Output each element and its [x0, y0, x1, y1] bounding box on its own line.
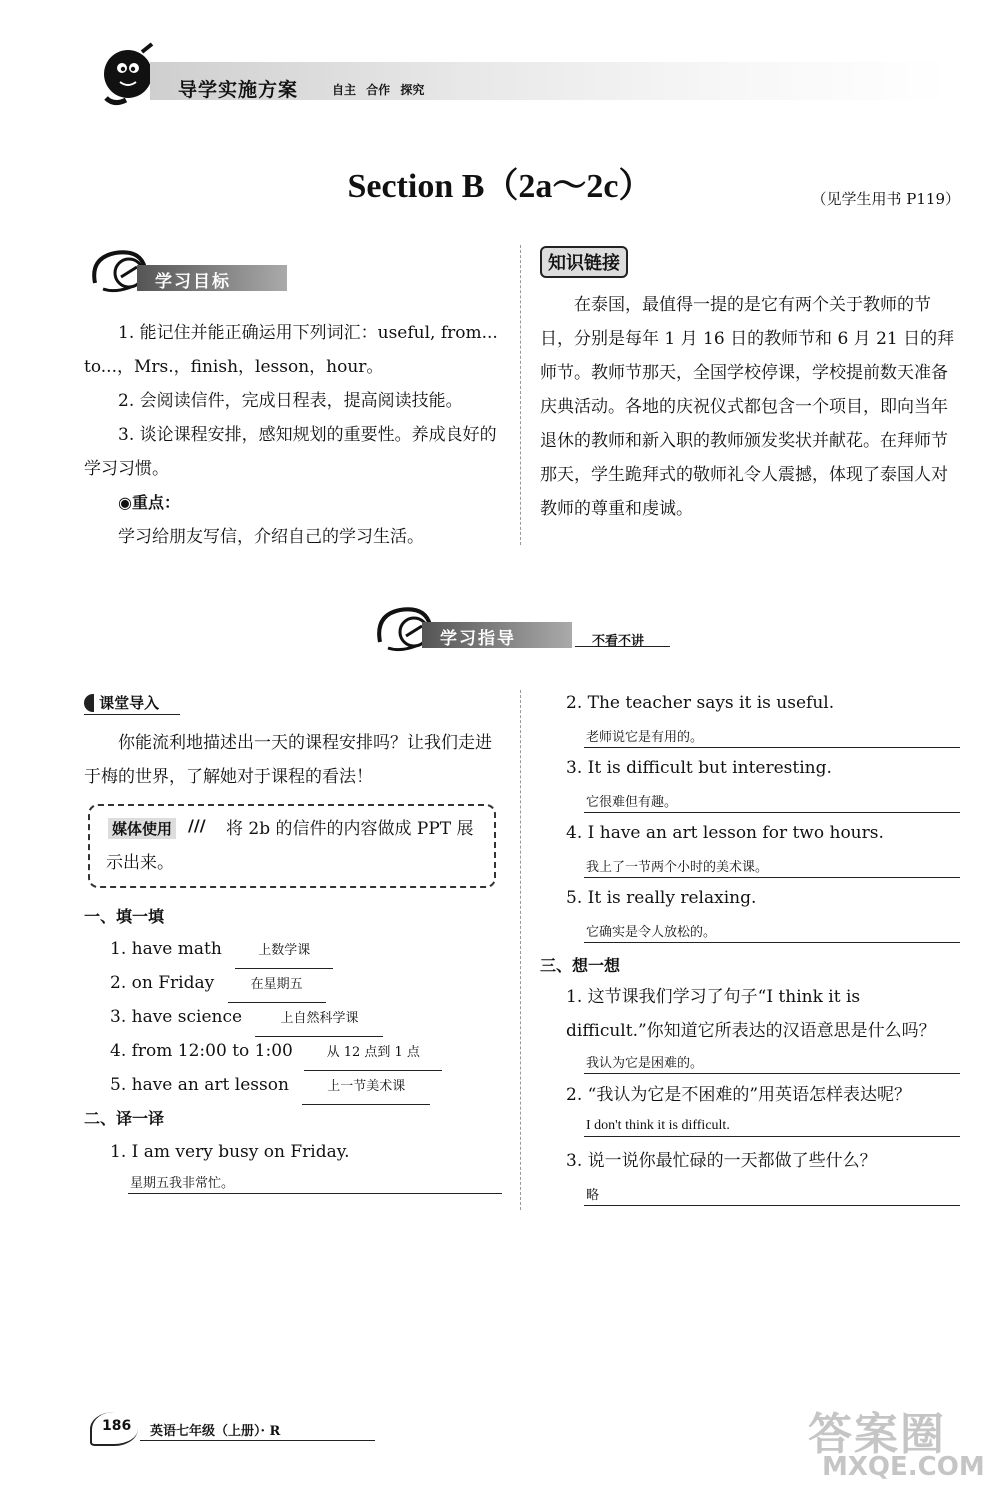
knowledge-text: 在泰国，最值得一提的是它有两个关于教师的节日，分别是每年 1 月 16 日的教师节和 6 月 21 日的拜师节。教师节那天，全国学校停课，学校提前数天准备庆典活动。各地的庆祝仪式都包含一个项目，即向当年退休的教师和新入职的教师颁发奖状并献花。在拜师节那天，学生跪拜式的敬师礼令人震撼，体现了泰国人对教师的尊重和虔诚。 — [540, 295, 955, 519]
think-question-1: 1. 这节课我们学习了句子“I think it is difficult.”你知道它所表达的汉语意思是什么吗？ — [566, 987, 936, 1041]
translate-answer-1: 星期五我非常忙。 — [128, 1172, 502, 1194]
media-label: 媒体使用 — [108, 818, 176, 839]
objective-2: 2. 会阅读信件，完成日程表，提高阅读技能。 — [118, 391, 463, 411]
fill-answer: 从 12 点到 1 点 — [304, 1036, 442, 1071]
fill-question: 1. have math — [110, 939, 222, 959]
page-number-badge — [90, 1412, 138, 1446]
think-answer-3: 略 — [584, 1184, 960, 1206]
footer-book: 英语七年级（上册）· R — [150, 1424, 281, 1439]
fill-answer: 在星期五 — [228, 968, 326, 1003]
translate-question-3: 3. It is difficult but interesting. — [566, 758, 832, 778]
header-title: 导学实施方案 — [178, 79, 299, 101]
knowledge-label — [540, 246, 628, 278]
page-title: Section B（2a～2c） — [347, 168, 653, 205]
translate-question-5: 5. It is really relaxing. — [566, 888, 757, 908]
fill-question: 2. on Friday — [110, 973, 215, 993]
header-subtitle: 自主 合作 探究 — [332, 83, 425, 97]
translate-question-1: 1. I am very busy on Friday. — [110, 1142, 350, 1162]
objectives-label: 学习目标 — [155, 272, 231, 292]
fill-question: 3. have science — [110, 1007, 243, 1027]
fill-answer: 上数学课 — [235, 934, 333, 969]
footer-rule — [140, 1440, 375, 1441]
fill-item-3 — [110, 1000, 383, 1037]
fill-item-1 — [110, 932, 333, 969]
think-answer-2: I don't think it is difficult. — [584, 1118, 960, 1137]
think-question-3: 3. 说一说你最忙碌的一天都做了些什么？ — [566, 1151, 877, 1171]
fill-answer: 上一节美术课 — [302, 1070, 430, 1105]
guide-label: 学习指导 — [440, 629, 516, 649]
objectives-banner — [85, 243, 300, 299]
media-box — [88, 804, 496, 888]
think-heading: 三、想一想 — [540, 956, 621, 975]
translate-answer-3: 它很难但有趣。 — [584, 791, 960, 813]
intro-text: 你能流利地描述出一天的课程安排吗？让我们走进于梅的世界，了解她对于课程的看法！ — [84, 733, 492, 787]
fill-question: 5. have an art lesson — [110, 1075, 289, 1095]
book-reference: （见学生用书 P119） — [811, 190, 960, 208]
fill-answer: 上自然科学课 — [255, 1002, 383, 1037]
key-point-label: ◉重点： — [118, 493, 180, 512]
intro-label-text: 课堂导入 — [99, 694, 160, 712]
fill-item-4 — [110, 1034, 442, 1071]
guide-tag: 不看不讲 — [592, 634, 645, 649]
guide-banner — [370, 600, 670, 660]
translate-heading: 二、译一译 — [84, 1109, 165, 1128]
objective-1: 1. 能记住并能正确运用下列词汇：useful, from... to...，Mrs.，finish，lesson，hour。 — [84, 323, 498, 377]
fill-item-2 — [110, 966, 326, 1003]
translate-answer-4: 我上了一节两个小时的美术课。 — [584, 856, 960, 878]
column-divider-bottom — [520, 690, 521, 1210]
knowledge-label-text: 知识链接 — [548, 253, 620, 274]
fill-heading: 一、填一填 — [84, 907, 165, 926]
translate-answer-2: 老师说它是有用的。 — [584, 726, 960, 748]
fill-question: 4. from 12:00 to 1:00 — [110, 1041, 293, 1061]
watermark-url: MXQE.COM — [822, 1452, 985, 1482]
translate-answer-5: 它确实是令人放松的。 — [584, 921, 960, 943]
think-question-2: 2. “我认为它是不困难的”用英语怎样表达呢？ — [566, 1085, 912, 1105]
translate-question-2: 2. The teacher says it is useful. — [566, 693, 835, 713]
page-number: 186 — [102, 1418, 132, 1434]
media-text: 将 2b 的信件的内容做成 PPT 展示出来。 — [106, 819, 474, 873]
key-point-text: 学习给朋友写信，介绍自己的学习生活。 — [118, 527, 424, 547]
column-divider-top — [520, 245, 521, 545]
objective-3: 3. 谈论课程安排，感知规划的重要性。养成良好的学习习惯。 — [84, 425, 497, 479]
media-slash-icon: /// — [188, 816, 206, 835]
intro-label — [84, 692, 180, 715]
translate-question-4: 4. I have an art lesson for two hours. — [566, 823, 884, 843]
watermark-text: 答案圈 — [808, 1409, 946, 1460]
fill-item-5 — [110, 1068, 430, 1105]
think-answer-1: 我认为它是困难的。 — [584, 1052, 960, 1074]
